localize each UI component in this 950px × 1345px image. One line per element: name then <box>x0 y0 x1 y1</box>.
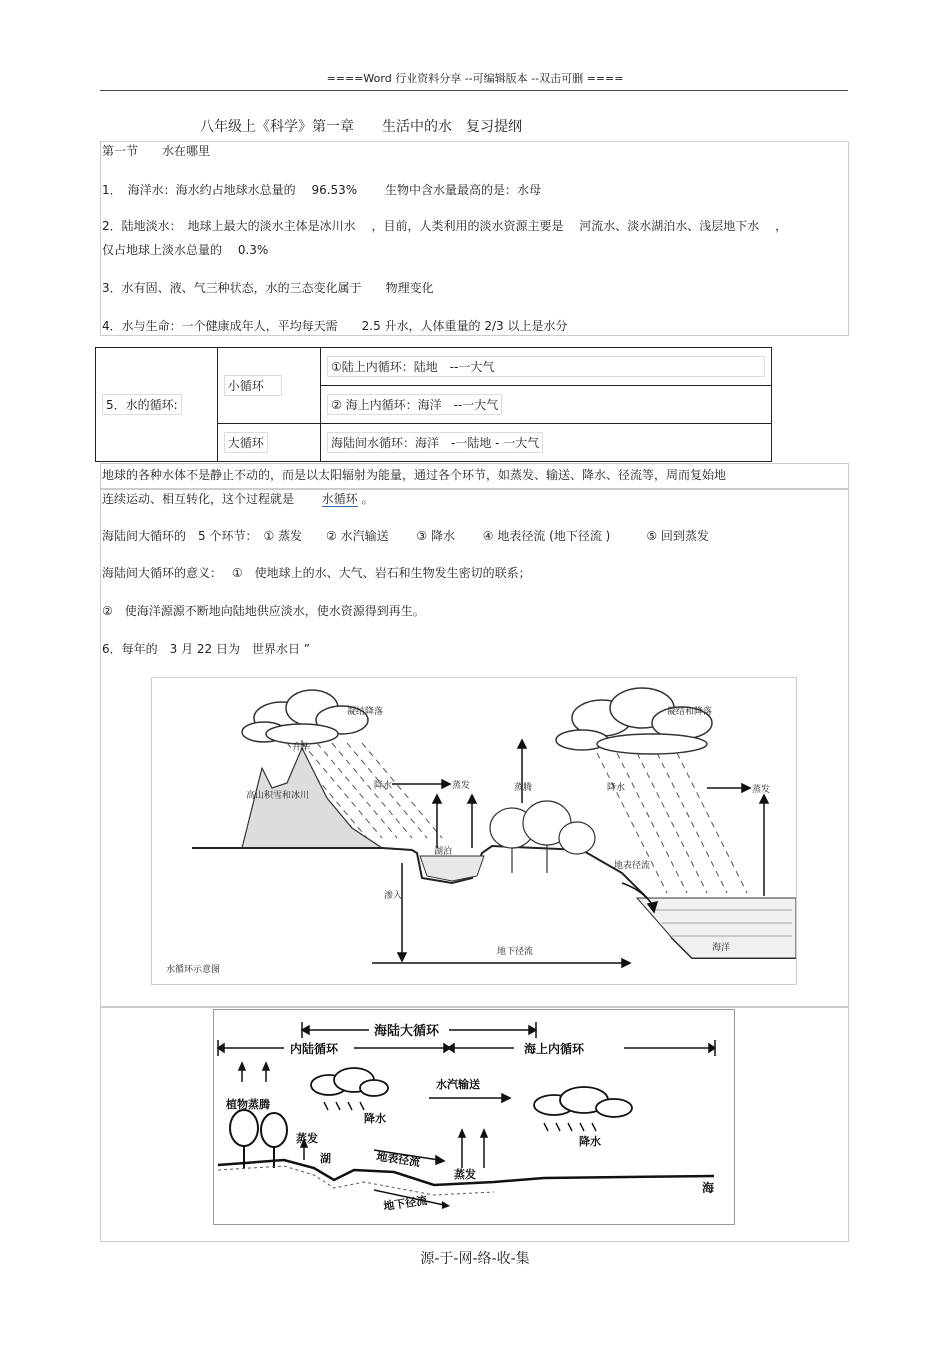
label-plant-transpire: 植物蒸腾 <box>226 1098 270 1111</box>
label-rain-left-2: 降水 <box>364 1112 386 1125</box>
water-cycle-table <box>95 347 772 462</box>
cycle-label-cell <box>96 348 218 462</box>
label-big-cycle: 海陆大循环 <box>374 1024 440 1039</box>
label-evap-right: 蒸发 <box>752 785 771 795</box>
label-surface-runoff: 地表径流 <box>614 861 651 871</box>
label-evap-left: 蒸发 <box>452 781 471 791</box>
page-footer: 源-于-网-络-收-集 <box>420 1251 530 1267</box>
label-rain-right: 降水 <box>607 783 626 793</box>
item-3: 3．水有固、液、气三种状态，水的三态变化属于 物理变化 <box>102 281 434 295</box>
label-rain-right-2: 降水 <box>579 1135 601 1148</box>
lake <box>420 856 484 881</box>
cycle-meaning-2: ② 使海洋源源不断地向陆地供应淡水，使水资源得到再生。 <box>102 604 425 618</box>
sea-land-cell <box>321 424 772 462</box>
small-cycle-cell <box>217 348 320 424</box>
label-lake: 湖泊 <box>434 847 453 857</box>
water-cycle-diagram <box>152 678 796 984</box>
label-evap-land: 蒸发 <box>296 1132 318 1145</box>
label-infiltrate: 渗入 <box>384 891 403 901</box>
label-sea-cycle: 海上内循环 <box>524 1042 585 1056</box>
sea-inner-cell <box>321 386 772 424</box>
para-text: 连续运动、相互转化，这个过程就是 <box>102 492 295 506</box>
item-4: 4．水与生命：一个健康成年人，平均每天需 2.5 升水，人体重量的 2/3 以上是水分 <box>102 319 568 333</box>
page-title: 八年级上《科学》第一章 生活中的水 复习提纲 <box>200 119 522 135</box>
term-water-cycle: 水循环 <box>321 492 358 506</box>
label-vapor: 水汽输送 <box>436 1078 480 1091</box>
item-1: 1． 海洋水：海水约占地球水总量的 96.53% 生物中含水量最高的是：水母 <box>102 183 542 197</box>
sea-inner-cycle: ② 海上内循环：海洋 --一大气 <box>327 394 502 415</box>
cloud-left <box>242 690 368 744</box>
water-cycle-figure <box>151 677 797 985</box>
label-ocean: 海洋 <box>712 943 731 953</box>
section1-heading: 第一节 水在哪里 <box>102 144 211 158</box>
label-snow: 高山积雪和冰川 <box>246 791 310 801</box>
label-cloud-right: 凝结和降落 <box>667 707 713 717</box>
label-transpire: 蒸腾 <box>514 783 533 793</box>
label-rain-left: 降水 <box>374 781 393 791</box>
big-cycle-label: 大循环 <box>224 432 268 453</box>
item-2b: 仅占地球上淡水总量的 0.3% <box>102 243 269 257</box>
land-inner-cycle: ①陆上内循环：陆地 --一大气 <box>327 356 765 377</box>
label-ground-runoff: 地下径流 <box>497 947 534 957</box>
item-2a: 2．陆地淡水： 地球上最大的淡水主体是冰川水 ，目前，人类利用的淡水资源主要是 河流水、淡水湖泊水、浅层地下水 ， <box>102 219 788 233</box>
label-ground-2: 地下径流 <box>382 1193 428 1213</box>
trees <box>490 801 595 873</box>
label-lake-2: 湖 <box>320 1152 331 1165</box>
para-end: 。 <box>361 492 374 506</box>
cycle-steps: 海陆间大循环的 5 个环节： ① 蒸发 ② 水汽输送 ③ 降水 ④ 地表径流 (地下径流 ) ⑤ 回到蒸发 <box>102 529 709 543</box>
label-inland-cycle: 内陆循环 <box>290 1042 339 1056</box>
item-6: 6．每年的 3 月 22 日为 世界水日 ” <box>102 642 311 656</box>
sea-land-cycle-diagram <box>214 1010 734 1224</box>
label-sublimation: 升华 <box>292 743 311 753</box>
land-inner-cell <box>321 348 772 386</box>
big-cycle-cell <box>217 424 320 462</box>
small-cycle-label: 小循环 <box>224 375 282 396</box>
cloud-right <box>556 688 712 754</box>
figure1-caption: 水循环示意图 <box>166 965 221 975</box>
cycle-paragraph-1: 地球的各种水体不是静止不动的，而是以太阳辐射为能量，通过各个环节，如蒸发、输送、降水、径流等，周而复始地 <box>102 468 727 482</box>
cycle-paragraph-2 <box>102 490 374 507</box>
sea-land-cycle-figure <box>213 1009 735 1225</box>
label-surface-2: 地表径流 <box>375 1150 421 1170</box>
section1-box <box>100 141 849 336</box>
sea-land-cycle: 海陆间水循环：海洋 -一陆地 - 一大气 <box>327 432 543 453</box>
label-evap-sea: 蒸发 <box>454 1168 476 1181</box>
cycle-label: 5．水的循环: <box>102 394 182 415</box>
label-cloud-left: 凝结降落 <box>347 707 384 717</box>
header-divider <box>100 90 848 91</box>
label-sea-2: 海 <box>702 1181 715 1195</box>
cycle-meaning-1: 海陆间大循环的意义： ① 使地球上的水、大气、岩石和生物发生密切的联系； <box>102 566 531 580</box>
page-header: ====Word 行业资料分享 --可编辑版本 --双击可删 ==== <box>326 72 624 85</box>
clouds <box>311 1068 632 1117</box>
